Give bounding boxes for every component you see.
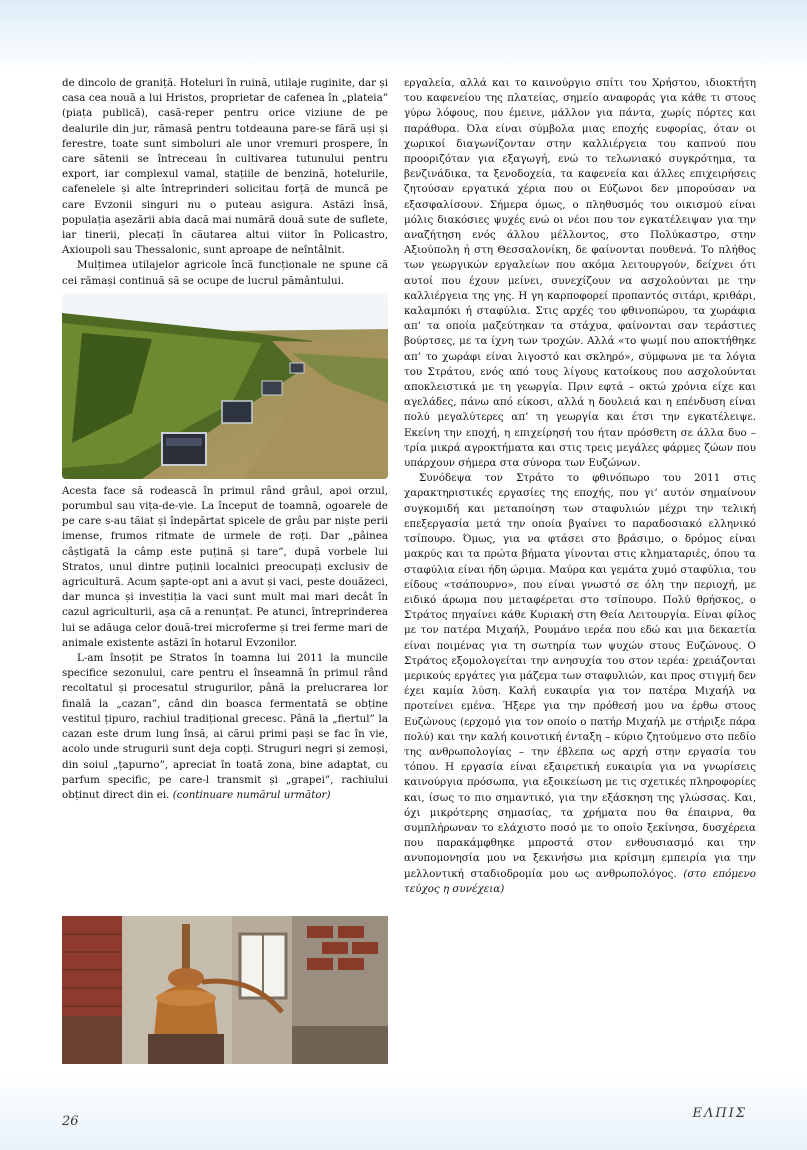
vineyard-photo — [62, 293, 388, 479]
copper-still-picture — [62, 916, 388, 1064]
paragraph: εργαλεία, αλλά και το καινούργιο σπίτι του Χρήστου, ιδιοκτήτη του καφενείου της πλατείας, σημείο αναφοράς για κάθε τι στους γύρω λόφους, που έμεινε, μάλλον για πάντα, χωρίς πόρτες και παράθυρα. Όλα είναι σύμβολα μιας εποχής ευφορίας, όταν οι χωρικοί διαγωνίζονταν στην καλλιέργεια του καπνού που προοριζόταν για εξαγωγή, ενώ το τελωνιακό συγκρότημα, τα βενζινάδικα, τα ξενοδοχεία, τα καφενεία και άλλες επιχειρήσεις ζητούσαν εργατικά χέρια που οι Εύζωνοι δεν μπορούσαν να εξασφαλίσουν. Σήμερα όμως, ο πληθυσμός του οικισμού είναι μόλις διακόσιες ψυχές ενώ οι νέοι που τον εγκατέλειψαν για την αναζήτηση ενός άλλου μέλλοντος, στο Πολύκαστρο, στην Αξιούπολη ή στη Θεσσαλονίκη, δε φαίνονται πουθενά. Το πλήθος των γεωργικών εργαλείων που ακόμα λειτουργούν, δείχνει ότι αυτοί που έχουν μείνει, συνεχίζουν να ασχολούνται με την καλλιέργεια της γης. Η γη καρποφορεί προπαντός σιτάρι, κριθάρι, καλαμπόκι ή σταφύλια. Στις αρχές του φθινοπώρου, τα χωράφια απ’ τα οποία μαζεύτηκαν τα στάχυα, φαίνονται σαν τεράστιες βούρτσες, με τα ίχνη των τροχών. Αλλά «το ψωμί που αποκτήθηκε απ’ το χωράφι είναι λιγοστό και σκληρό», σύμφωνα με τα λόγια του Στράτου, ενός από τους λίγους κατοίκους που ασχολούνται αποκλειστικά με τη γεωργία. Πριν εφτά – οκτώ χρόνια είχε και αγελάδες, πάνω από είκοσι, αλλά η δουλειά και η επένδυση είναι πολύ μεγαλύτερες απ’ τη γεωργία και έτσι την εγκατέλειψε. Εκείνη την εποχή, η επιχείρησή του ήταν πρόσθετη σε άλλα δυο – τρία μικρά αγροκτήματα και στις τρεις μεγάλες φάρμες ζώων που υπάρχουν σήμερα στα σύνορα των Ευζώνων. — [404, 77, 756, 470]
continuation-note: (continuare numărul următor) — [172, 788, 331, 801]
greek-column — [404, 76, 756, 897]
paragraph — [404, 471, 756, 897]
distillery-photo — [62, 916, 388, 1064]
vineyard-picture — [62, 293, 388, 479]
magazine-name: ΕΛΠΙΣ — [692, 1106, 747, 1121]
paragraph: Mulțimea utilajelor agricole încă funcționale ne spune că cei rămași continuă să se ocupe de lucrul pământului. — [62, 259, 388, 287]
paragraph-text: Συνόδεψα τον Στράτο το φθινόπωρο του 2011 στις χαρακτηριστικές εργασίες της εποχής, που γι’ αυτόν σημαίνουν συγκομιδή και μεταποίηση των σταφυλιών μέχρι την τελική επεξεργασία μετά την οποία βγαίνει το παραδοσιακό ελληνικό τσίπουρο. Όμως, για να φτάσει στο βράσιμο, ο δρόμος είναι μακρύς και τα πρώτα βήματα γίνονται στις κληματαριές, όπου τα σταφύλια είναι ήδη ώριμα. Μαύρα και γεμάτα χυμό σταφύλια, του είδους «τσάπουρνο», που είναι γνωστό σε όλη την περιοχή, με ειδικό άρωμα που μεταφέρεται στο τσίπουρο. Πολύ θρήσκος, ο Στράτος πηγαίνει κάθε Κυριακή στη Θεία Λειτουργία. Είναι φίλος με τον πατέρα Μιχαήλ, Ρουμάνο ιερέα που εδώ και μια δεκαετία είναι ποιμένας για τη σωτηρία των ψυχών στους Ευζώνους. Ο Στράτος εξομολογείται την ανησυχία του στον ιερέα: χρειάζονται μερικούς εργάτες για μάζεμα των σταφυλιών, και προς στιγμή δεν έχει καμία λύση. Καλή ευκαιρία για τον πατέρα Μιχαήλ να προτείνει εμένα. Ήξερε για την πρόθεσή μου να έρθω στους Ευζώνους (ερχομό για τον οποίο ο πατήρ Μιχαήλ με στήριξε πάρα πολύ) και την καλή κοινοτική ένταξη – κύριο ζητούμενο στο πεδίο της ανθρωπολογίας – την έβλεπα ως αρχή στην εργασία του τόπου. Η εργασία είναι εξαιρετική ευκαιρία για να γνωρίσεις καινούργια πρόσωπα, για εξοικείωση με τις σχετικές πληροφορίες και, ίσως το πιο σημαντικό, για την εξάσκηση της γλώσσας. Και, όχι μικρότερης σημασίας, τα χρήματα που θα έπαιρνα, θα συμπλήρωναν το ελάχιστο ποσό με το οποίο ξεκίνησα, δυσχέρεια που παρακάμφθηκε μπροστά στον ενθουσιασμό και την ανυπομονησία μου να ξεκινήσω μια κρίσιμη εμπειρία για την μελλοντική σταδιοδρομία μου ως ανθρωπολόγος. — [404, 472, 756, 880]
continuation-note: (στο επόμενο τεύχος η συνέχεια) — [404, 867, 757, 895]
paragraph: de dincolo de graniță. Hoteluri în ruină, utilaje ruginite, dar și casa cea nouă a lui Hristos, proprietar de cafenea în „plateia” (piața publică), casă-reper pentru orice viziune de pe dealurile din jur, rămasă pentru totdeauna pare-se fără uși și ferestre, toate sunt simboluri ale unor vremuri prospere, în care sătenii se întreceau în cultivarea tutunului pentru export, iar complexul vamal, stațiile de benzină, hotelurile, cafenelele și alte întreprinderi solicitau forță de muncă pe care Evzonii singuri nu o puteau asigura. Astăzi însă, populația așezării abia dacă mai numără două sute de suflete, iar tinerii, plecați în căutarea altui viitor în Policastro, Axioupoli sau Thessalonic, sunt aproape de neîntâlnit. — [62, 77, 388, 257]
page-number: 26 — [62, 1114, 79, 1129]
paragraph-text: L-am însoțit pe Stratos în toamna lui 2011 la muncile specifice sezonului, care pentru el înseamnă în primul rând recoltatul și procesatul strugurilor, până la prelucrarea lor finală la „cazan”, când din boasca fermentată se obține vestitul țipuro, rachiul tradițional grecesc. Până la „fiertul” la cazan este drum lung însă, ai cărui primi pași se fac în vie, acolo unde strugurii sunt deja copți. Struguri negri și zemoși, din soiul „țapurno”, apreciat în toată zona, bine adaptat, cu parfum specific, pe care-l transmit și „grapei”, rachiului obținut direct din ei. — [62, 652, 388, 801]
paragraph — [62, 651, 388, 803]
paragraph: Acesta face să rodească în primul rând grâul, apoi orzul, porumbul sau vița-de-vie. La început de toamnă, ogoarele de pe care s-au tăiat și îndepărtat spicele de grâu par niște perii imense, frumos ritmate de urmele de roți. Dar „pâinea câștigată la câmp este puțină și tare”, după vorbele lui Stratos, unul dintre puținii localnici preocupați exclusiv de agricultură. Acum șapte-opt ani a avut și vaci, peste douăzeci, dar munca și investiția la vaci sunt mult mai mari decât în cazul agriculturii, așa că a renunțat. Pe atunci, întreprinderea lui se adăuga celor două-trei microferme și trei ferme mari de animale existente astăzi în hotarul Evzonilor. — [62, 484, 388, 649]
romanian-column — [62, 76, 388, 803]
